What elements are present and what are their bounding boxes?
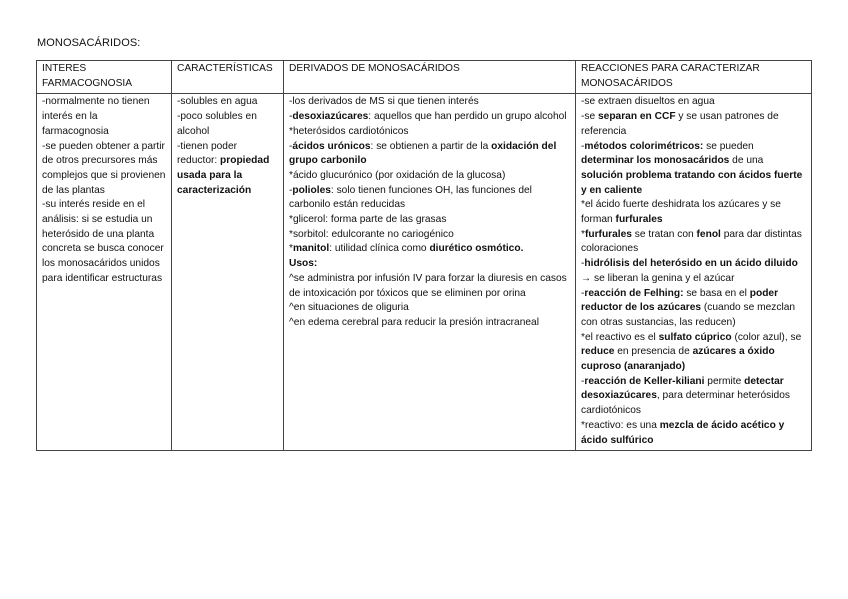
text-run: - bbox=[289, 140, 293, 152]
monosaccharides-table bbox=[36, 60, 812, 451]
cell-paragraph bbox=[289, 125, 571, 140]
text-run: -se bbox=[581, 111, 598, 123]
cell-paragraph bbox=[177, 140, 279, 199]
text-run: se basa en el bbox=[683, 287, 750, 299]
text-run: -su interés reside en el análisis: si se estudia un heterósido de una planta concreta se busca conocer los monosacáridos unidos para identificar estructuras bbox=[42, 199, 164, 284]
text-run: de una bbox=[729, 155, 764, 167]
text-run: * bbox=[289, 243, 293, 255]
bold-text: reacción de Keller-kiliani bbox=[584, 375, 705, 387]
text-run: - bbox=[581, 140, 585, 152]
text-run: → se liberan la genina y el azúcar bbox=[581, 272, 735, 284]
header-derivados: DERIVADOS DE MONOSACÁRIDOS bbox=[284, 61, 576, 94]
text-run: ^se administra por infusión IV para forzar la diuresis en casos de intoxicación por tóxicos que se eliminen por orina bbox=[289, 272, 567, 299]
bold-text: furfurales bbox=[584, 228, 632, 240]
text-run: (color azul), se bbox=[731, 331, 802, 343]
bold-text: separan en CCF bbox=[597, 111, 676, 123]
text-run: -se pueden obtener a partir de otros precursores más complejos que si provienen de las plantas bbox=[42, 140, 166, 196]
header-interes: INTERES FARMACOGNOSIA bbox=[37, 61, 172, 94]
text-run: se pueden bbox=[703, 140, 754, 152]
text-run: - bbox=[289, 111, 293, 123]
header-caracteristicas: CARACTERÍSTICAS bbox=[172, 61, 284, 94]
text-run: -solubles en agua bbox=[177, 96, 258, 108]
bold-text: furfurales bbox=[615, 214, 663, 226]
text-run: en presencia de bbox=[614, 346, 693, 358]
text-run: -poco solubles en alcohol bbox=[177, 111, 257, 137]
cell-paragraph bbox=[581, 198, 807, 227]
bold-text: diurético osmótico. bbox=[429, 243, 524, 255]
cell-paragraph bbox=[289, 316, 571, 331]
bold-text: reduce bbox=[581, 346, 615, 358]
text-run: permite bbox=[704, 375, 745, 387]
cell-paragraph bbox=[289, 213, 571, 228]
cell-paragraph bbox=[581, 419, 807, 448]
cell-paragraph bbox=[42, 95, 167, 139]
cell-paragraph bbox=[289, 169, 571, 184]
text-run: *ácido glucurónico (por oxidación de la glucosa) bbox=[289, 169, 506, 181]
bold-text: detectar desoxiazúcares bbox=[581, 375, 784, 402]
text-run: (cuando se mezclan con otras sustancias, las reducen) bbox=[581, 302, 796, 328]
cell-paragraph bbox=[289, 242, 571, 257]
page-title: MONOSACÁRIDOS: bbox=[37, 37, 141, 49]
text-run: - bbox=[581, 375, 585, 387]
text-run: *reactivo: es una bbox=[581, 419, 660, 431]
text-run: *el reactivo es el bbox=[581, 331, 659, 343]
bold-text: mezcla de ácido acético y ácido sulfúrico bbox=[581, 419, 785, 446]
cell-paragraph bbox=[289, 95, 571, 110]
cell-paragraph bbox=[289, 257, 571, 272]
cell-paragraph bbox=[581, 375, 807, 419]
cell-paragraph bbox=[581, 257, 807, 286]
bold-text: solución problema tratando con ácidos fuerte y en caliente bbox=[581, 169, 803, 196]
text-run: ^en situaciones de oliguria bbox=[289, 302, 409, 314]
text-run: y se usan patrones de referencia bbox=[581, 111, 779, 137]
header-reacciones: REACCIONES PARA CARACTERIZAR MONOSACÁRIDOS bbox=[576, 61, 812, 94]
bold-text: fenol bbox=[696, 228, 721, 240]
table-header-row bbox=[37, 61, 812, 94]
text-run: se tratan con bbox=[631, 228, 697, 240]
text-run: - bbox=[289, 184, 293, 196]
cell-paragraph bbox=[581, 95, 807, 110]
bold-text: métodos colorimétricos: bbox=[584, 140, 704, 152]
cell-reacciones bbox=[576, 94, 812, 451]
cell-paragraph bbox=[289, 140, 571, 169]
text-run: -normalmente no tienen interés en la farmacognosia bbox=[42, 96, 150, 137]
text-run: - bbox=[581, 287, 585, 299]
text-run: *el ácido fuerte deshidrata los azúcares y se forman bbox=[581, 199, 781, 226]
text-run: *sorbitol: edulcorante no cariogénico bbox=[289, 228, 454, 240]
bold-text: poder reductor de los azúcares bbox=[581, 287, 779, 314]
bold-text: reacción de Felhing: bbox=[584, 287, 684, 299]
cell-paragraph bbox=[42, 198, 167, 286]
cell-paragraph bbox=[289, 110, 571, 125]
text-run: -los derivados de MS si que tienen interés bbox=[289, 96, 479, 108]
cell-paragraph bbox=[581, 228, 807, 257]
cell-paragraph bbox=[581, 287, 807, 331]
cell-paragraph bbox=[581, 331, 807, 375]
bold-text: determinar los monosacáridos bbox=[581, 155, 730, 167]
bold-text: ácidos urónicos bbox=[292, 140, 371, 152]
cell-paragraph bbox=[289, 184, 571, 213]
table-body-row bbox=[37, 94, 812, 451]
text-run: : aquellos que han perdido un grupo alcohol bbox=[368, 111, 567, 123]
cell-paragraph bbox=[581, 110, 807, 139]
text-run: -se extraen disueltos en agua bbox=[581, 96, 715, 108]
cell-caracteristicas bbox=[172, 94, 284, 451]
text-run: : se obtienen a partir de la bbox=[370, 140, 492, 152]
bold-text: sulfato cúprico bbox=[658, 331, 732, 343]
cell-paragraph bbox=[177, 95, 279, 110]
cell-paragraph bbox=[289, 228, 571, 243]
text-run: , para determinar heterósidos cardiotónicos bbox=[581, 390, 790, 417]
bold-text: manitol bbox=[292, 243, 330, 255]
cell-interes bbox=[37, 94, 172, 451]
text-run: ^en edema cerebral para reducir la presión intracraneal bbox=[289, 316, 539, 328]
bold-text: hidrólisis del heterósido en un ácido diluido bbox=[584, 258, 798, 270]
cell-derivados bbox=[284, 94, 576, 451]
text-run: * bbox=[581, 228, 585, 240]
bold-text: polioles bbox=[292, 184, 331, 196]
cell-paragraph bbox=[289, 301, 571, 316]
text-run: : solo tienen funciones OH, las funciones del carbonilo están reducidas bbox=[289, 184, 532, 211]
text-run: - bbox=[581, 258, 585, 270]
bold-text: propiedad usada para la caracterización bbox=[177, 155, 270, 196]
cell-paragraph bbox=[177, 110, 279, 139]
bold-text: azúcares a óxido cuproso (anaranjado) bbox=[581, 346, 775, 373]
text-run: para dar distintas coloraciones bbox=[581, 228, 802, 255]
text-run: *glicerol: forma parte de las grasas bbox=[289, 214, 447, 226]
text-run: -tienen poder reductor: bbox=[177, 140, 238, 167]
bold-text: Usos: bbox=[289, 258, 318, 270]
bold-text: oxidación del grupo carbonilo bbox=[289, 140, 557, 167]
cell-paragraph bbox=[581, 140, 807, 199]
cell-paragraph bbox=[42, 140, 167, 199]
text-run: *heterósidos cardiotónicos bbox=[289, 125, 409, 137]
cell-paragraph bbox=[289, 272, 571, 301]
bold-text: desoxiazúcares bbox=[292, 111, 369, 123]
text-run: : utilidad clínica como bbox=[329, 243, 430, 255]
